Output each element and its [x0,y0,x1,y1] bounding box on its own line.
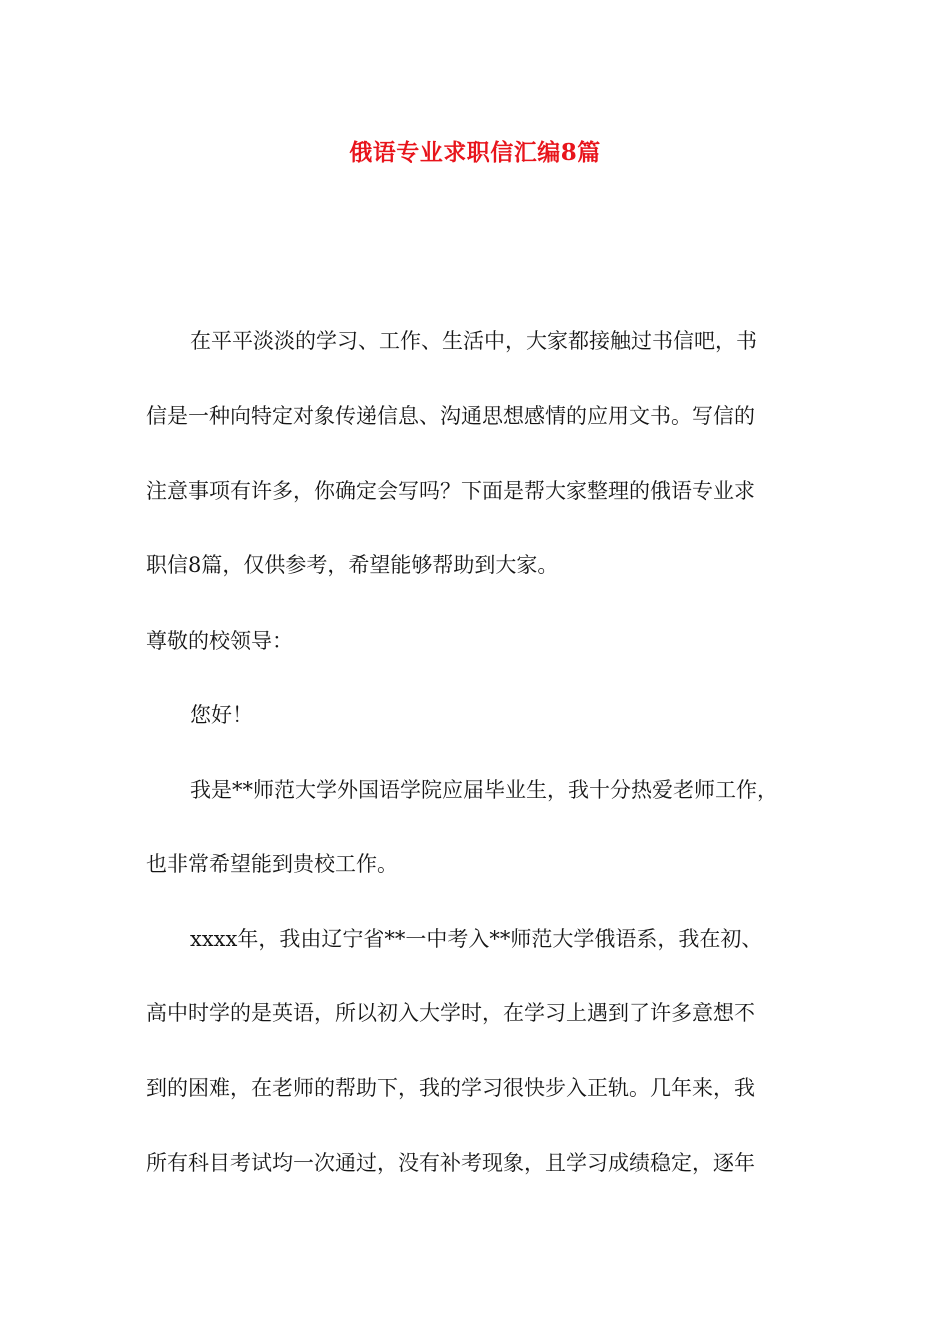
greeting-line: 您好！ [190,703,253,727]
body-line: 所有科目考试均一次通过，没有补考现象，且学习成绩稳定，逐年 [146,1151,755,1175]
salutation-line: 尊敬的校领导： [146,629,293,653]
body-line: 职信8篇，仅供参考，希望能够帮助到大家。 [146,553,559,577]
body-line: 在平平淡淡的学习、工作、生活中，大家都接触过书信吧，书 [190,329,757,353]
body-line: xxxx年，我由辽宁省**一中考入**师范大学俄语系，我在初、 [190,927,763,951]
body-line: 我是**师范大学外国语学院应届毕业生，我十分热爱老师工作， [190,778,778,802]
body-line: 高中时学的是英语，所以初入大学时，在学习上遇到了许多意想不 [146,1001,755,1025]
body-line: 到的困难，在老师的帮助下，我的学习很快步入正轨。几年来，我 [146,1076,755,1100]
document-title: 俄语专业求职信汇编8篇 [349,139,601,166]
body-line: 信是一种向特定对象传递信息、沟通思想感情的应用文书。写信的 [146,404,755,428]
body-line: 注意事项有许多，你确定会写吗？下面是帮大家整理的俄语专业求 [146,479,755,503]
body-line: 也非常希望能到贵校工作。 [146,852,398,876]
